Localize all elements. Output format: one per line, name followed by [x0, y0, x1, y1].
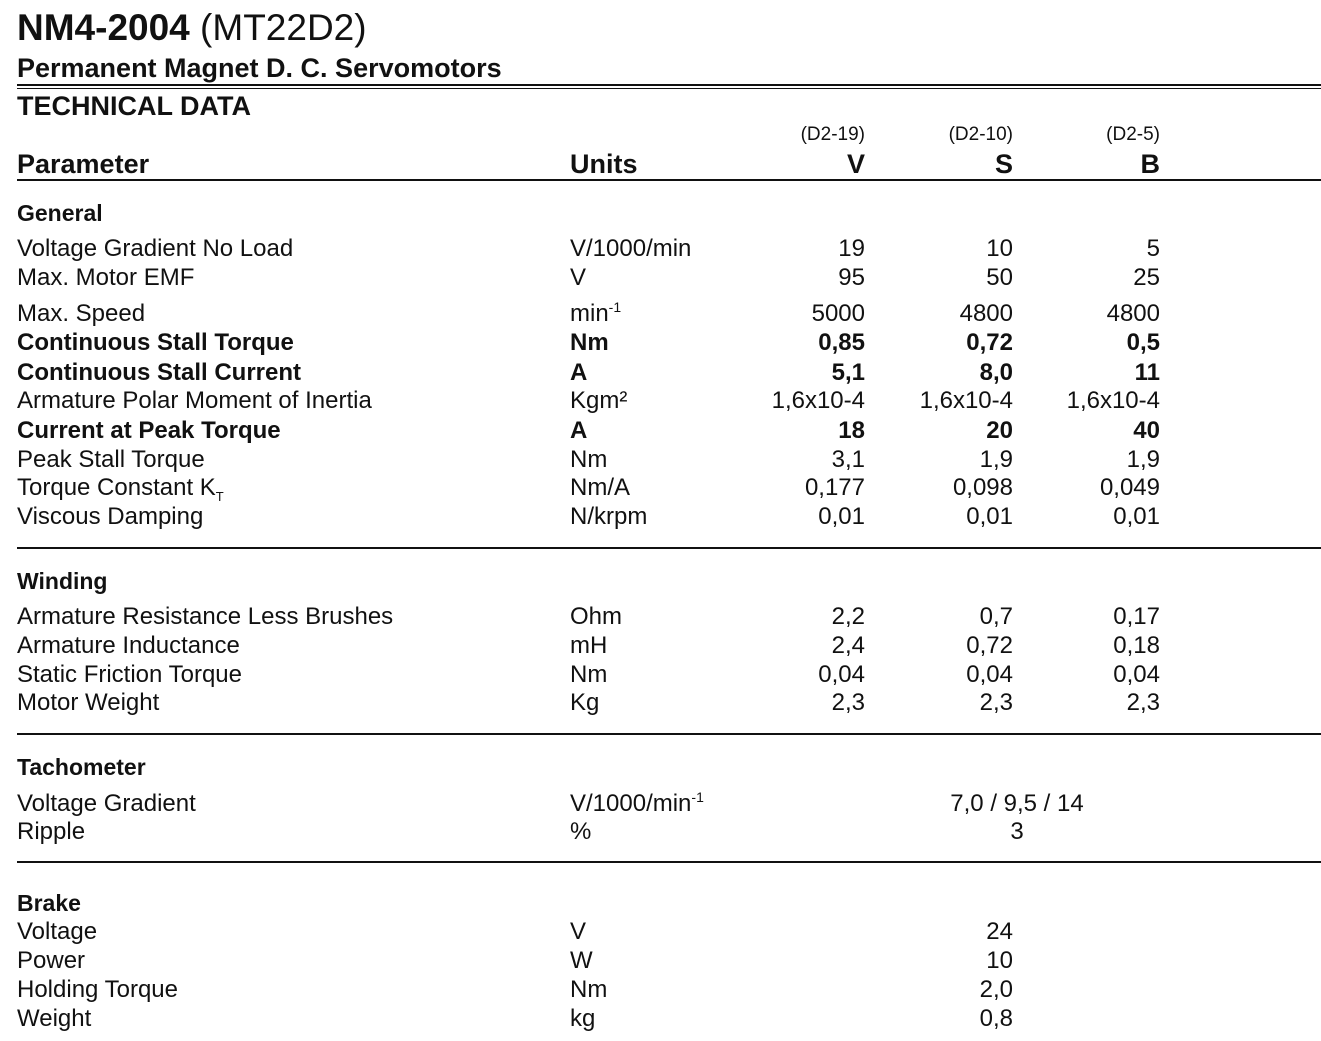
unit-label: W [570, 947, 593, 974]
unit-label: kg [570, 1005, 596, 1032]
unit-label: Kg [570, 689, 600, 716]
value-b: 0,18 [1113, 632, 1160, 659]
value-s: 0,098 [952, 474, 1013, 501]
page-title [17, 6, 367, 50]
param-label: Current at Peak Torque [17, 417, 281, 444]
model-number: NM4-2004 [17, 7, 190, 48]
group-title-brake: Brake [17, 890, 81, 916]
table-row [17, 1004, 1321, 1033]
table-row [17, 299, 1321, 328]
value-s: 0,72 [966, 329, 1013, 356]
param-label: Continuous Stall Current [17, 359, 301, 386]
title-rule-top [17, 84, 1321, 86]
value-s: 20 [986, 417, 1013, 444]
value-b: 11 [1134, 359, 1160, 386]
value-v: 0,177 [804, 474, 865, 501]
value-v: 5,1 [831, 359, 865, 386]
value-s: 0,7 [979, 603, 1013, 630]
column-header-units: Units [570, 149, 638, 179]
param-label: Static Friction Torque [17, 661, 242, 688]
table-row [17, 975, 1321, 1004]
value-v: 0,04 [818, 661, 865, 688]
value-b: 0,04 [1113, 661, 1160, 688]
section-divider [17, 733, 1321, 735]
unit-label: Nm [570, 446, 608, 473]
unit-label: Nm/A [570, 474, 630, 501]
table-row [17, 660, 1321, 689]
value-s: 0,72 [966, 632, 1013, 659]
group-title-general: General [17, 200, 103, 226]
value-b: 0,5 [1126, 329, 1160, 356]
column-header-s: S [994, 149, 1013, 179]
param-label: Peak Stall Torque [17, 446, 205, 473]
group-title-winding: Winding [17, 568, 108, 594]
table-row [17, 358, 1321, 387]
value-s: 0,04 [966, 661, 1013, 688]
unit-label: % [570, 818, 592, 845]
table-row [17, 234, 1321, 263]
table-row [17, 602, 1321, 631]
param-label: Armature Resistance Less Brushes [17, 603, 394, 630]
unit-label: mH [570, 632, 608, 659]
value-s: 2,3 [979, 689, 1013, 716]
table-row [17, 386, 1321, 415]
param-label: Viscous Damping [17, 503, 204, 530]
unit-label: V [570, 264, 587, 291]
value-b: 0,049 [1099, 474, 1160, 501]
value-v: 18 [838, 417, 865, 444]
param-label: Armature Inductance [17, 632, 240, 659]
variant-code-s: (D2-10) [948, 124, 1013, 145]
table-row [17, 263, 1321, 292]
value-v: 0,01 [818, 503, 865, 530]
table-row [17, 502, 1321, 531]
value-b: 2,3 [1126, 689, 1160, 716]
param-label: Voltage [17, 918, 98, 945]
value-b: 5 [1146, 235, 1160, 262]
variant-code-v: (D2-19) [800, 124, 865, 145]
value-s: 1,6x10-4 [919, 387, 1013, 414]
param-label: Voltage Gradient No Load [17, 235, 294, 262]
table-row [17, 817, 1321, 846]
value-b: 1,9 [1126, 446, 1160, 473]
column-header-b: B [1140, 149, 1160, 179]
value-v: 0,85 [818, 329, 865, 356]
table-row [17, 789, 1321, 818]
unit-label: Nm [570, 329, 609, 356]
param-label: Ripple [17, 818, 86, 845]
value-b: 0,01 [1113, 503, 1160, 530]
section-divider [17, 547, 1321, 549]
table-row [17, 328, 1321, 357]
value-s: 50 [986, 264, 1013, 291]
value-all-variants: 7,0 / 9,5 / 14 [950, 790, 1084, 817]
group-title-tachometer: Tachometer [17, 754, 146, 780]
param-label: Holding Torque [17, 976, 179, 1003]
value-all-variants: 0,8 [979, 1005, 1013, 1032]
section-title: TECHNICAL DATA [17, 91, 251, 121]
unit-label: N/krpm [570, 503, 648, 530]
value-v: 1,6x10-4 [771, 387, 865, 414]
value-v: 2,3 [831, 689, 865, 716]
value-b: 0,17 [1113, 603, 1160, 630]
value-v: 2,4 [831, 632, 865, 659]
header-divider [17, 179, 1321, 181]
value-s: 4800 [959, 300, 1013, 327]
param-label: Voltage Gradient [17, 790, 196, 817]
value-all-variants: 2,0 [979, 976, 1013, 1003]
param-label: Continuous Stall Torque [17, 329, 294, 356]
param-label: Torque Constant $K_T$ [17, 474, 224, 504]
param-label: Power [17, 947, 86, 974]
value-all-variants: 3 [1010, 818, 1024, 845]
value-b: 40 [1133, 417, 1160, 444]
value-v: 95 [838, 264, 865, 291]
unit-label: Ohm [570, 603, 623, 630]
value-b: 4800 [1106, 300, 1160, 327]
table-row [17, 416, 1321, 445]
value-all-variants: 10 [986, 947, 1013, 974]
table-row [17, 445, 1321, 474]
param-label: Max. Speed [17, 300, 146, 327]
unit-label: A [570, 359, 588, 386]
table-row [17, 946, 1321, 975]
value-s: 10 [986, 235, 1013, 262]
table-row [17, 473, 1321, 502]
value-v: 2,2 [831, 603, 865, 630]
page-subtitle: Permanent Magnet D. C. Servomotors [17, 53, 502, 83]
unit-label: V/1000/min [570, 235, 692, 262]
table-row [17, 917, 1321, 946]
value-s: 0,01 [966, 503, 1013, 530]
unit-label: $V/1000/\min^{-1}$ [570, 789, 704, 817]
unit-label: Nm [570, 661, 608, 688]
param-label: Max. Motor EMF [17, 264, 195, 291]
unit-label: Kgm² [570, 387, 628, 414]
param-label: Armature Polar Moment of Inertia [17, 387, 372, 414]
value-s: 1,9 [979, 446, 1013, 473]
param-label: Motor Weight [17, 689, 160, 716]
unit-label: $\min^{-1}$ [570, 299, 622, 327]
unit-label: V [570, 918, 587, 945]
model-alt-code: (MT22D2) [200, 7, 367, 48]
column-header-parameter: Parameter [17, 149, 150, 179]
value-all-variants: 24 [986, 918, 1013, 945]
unit-label: A [570, 417, 588, 444]
value-b: 1,6x10-4 [1066, 387, 1160, 414]
title-rule-bottom [17, 88, 1321, 89]
column-header-v: V [846, 149, 865, 179]
param-label: Weight [17, 1005, 92, 1032]
table-row [17, 688, 1321, 717]
value-v: 3,1 [831, 446, 865, 473]
unit-label: Nm [570, 976, 608, 1003]
table-row [17, 631, 1321, 660]
value-b: 25 [1133, 264, 1160, 291]
value-v: 5000 [811, 300, 865, 327]
variant-code-b: (D2-5) [1106, 124, 1160, 145]
section-divider [17, 861, 1321, 863]
value-v: 19 [838, 235, 865, 262]
value-s: 8,0 [979, 359, 1013, 386]
